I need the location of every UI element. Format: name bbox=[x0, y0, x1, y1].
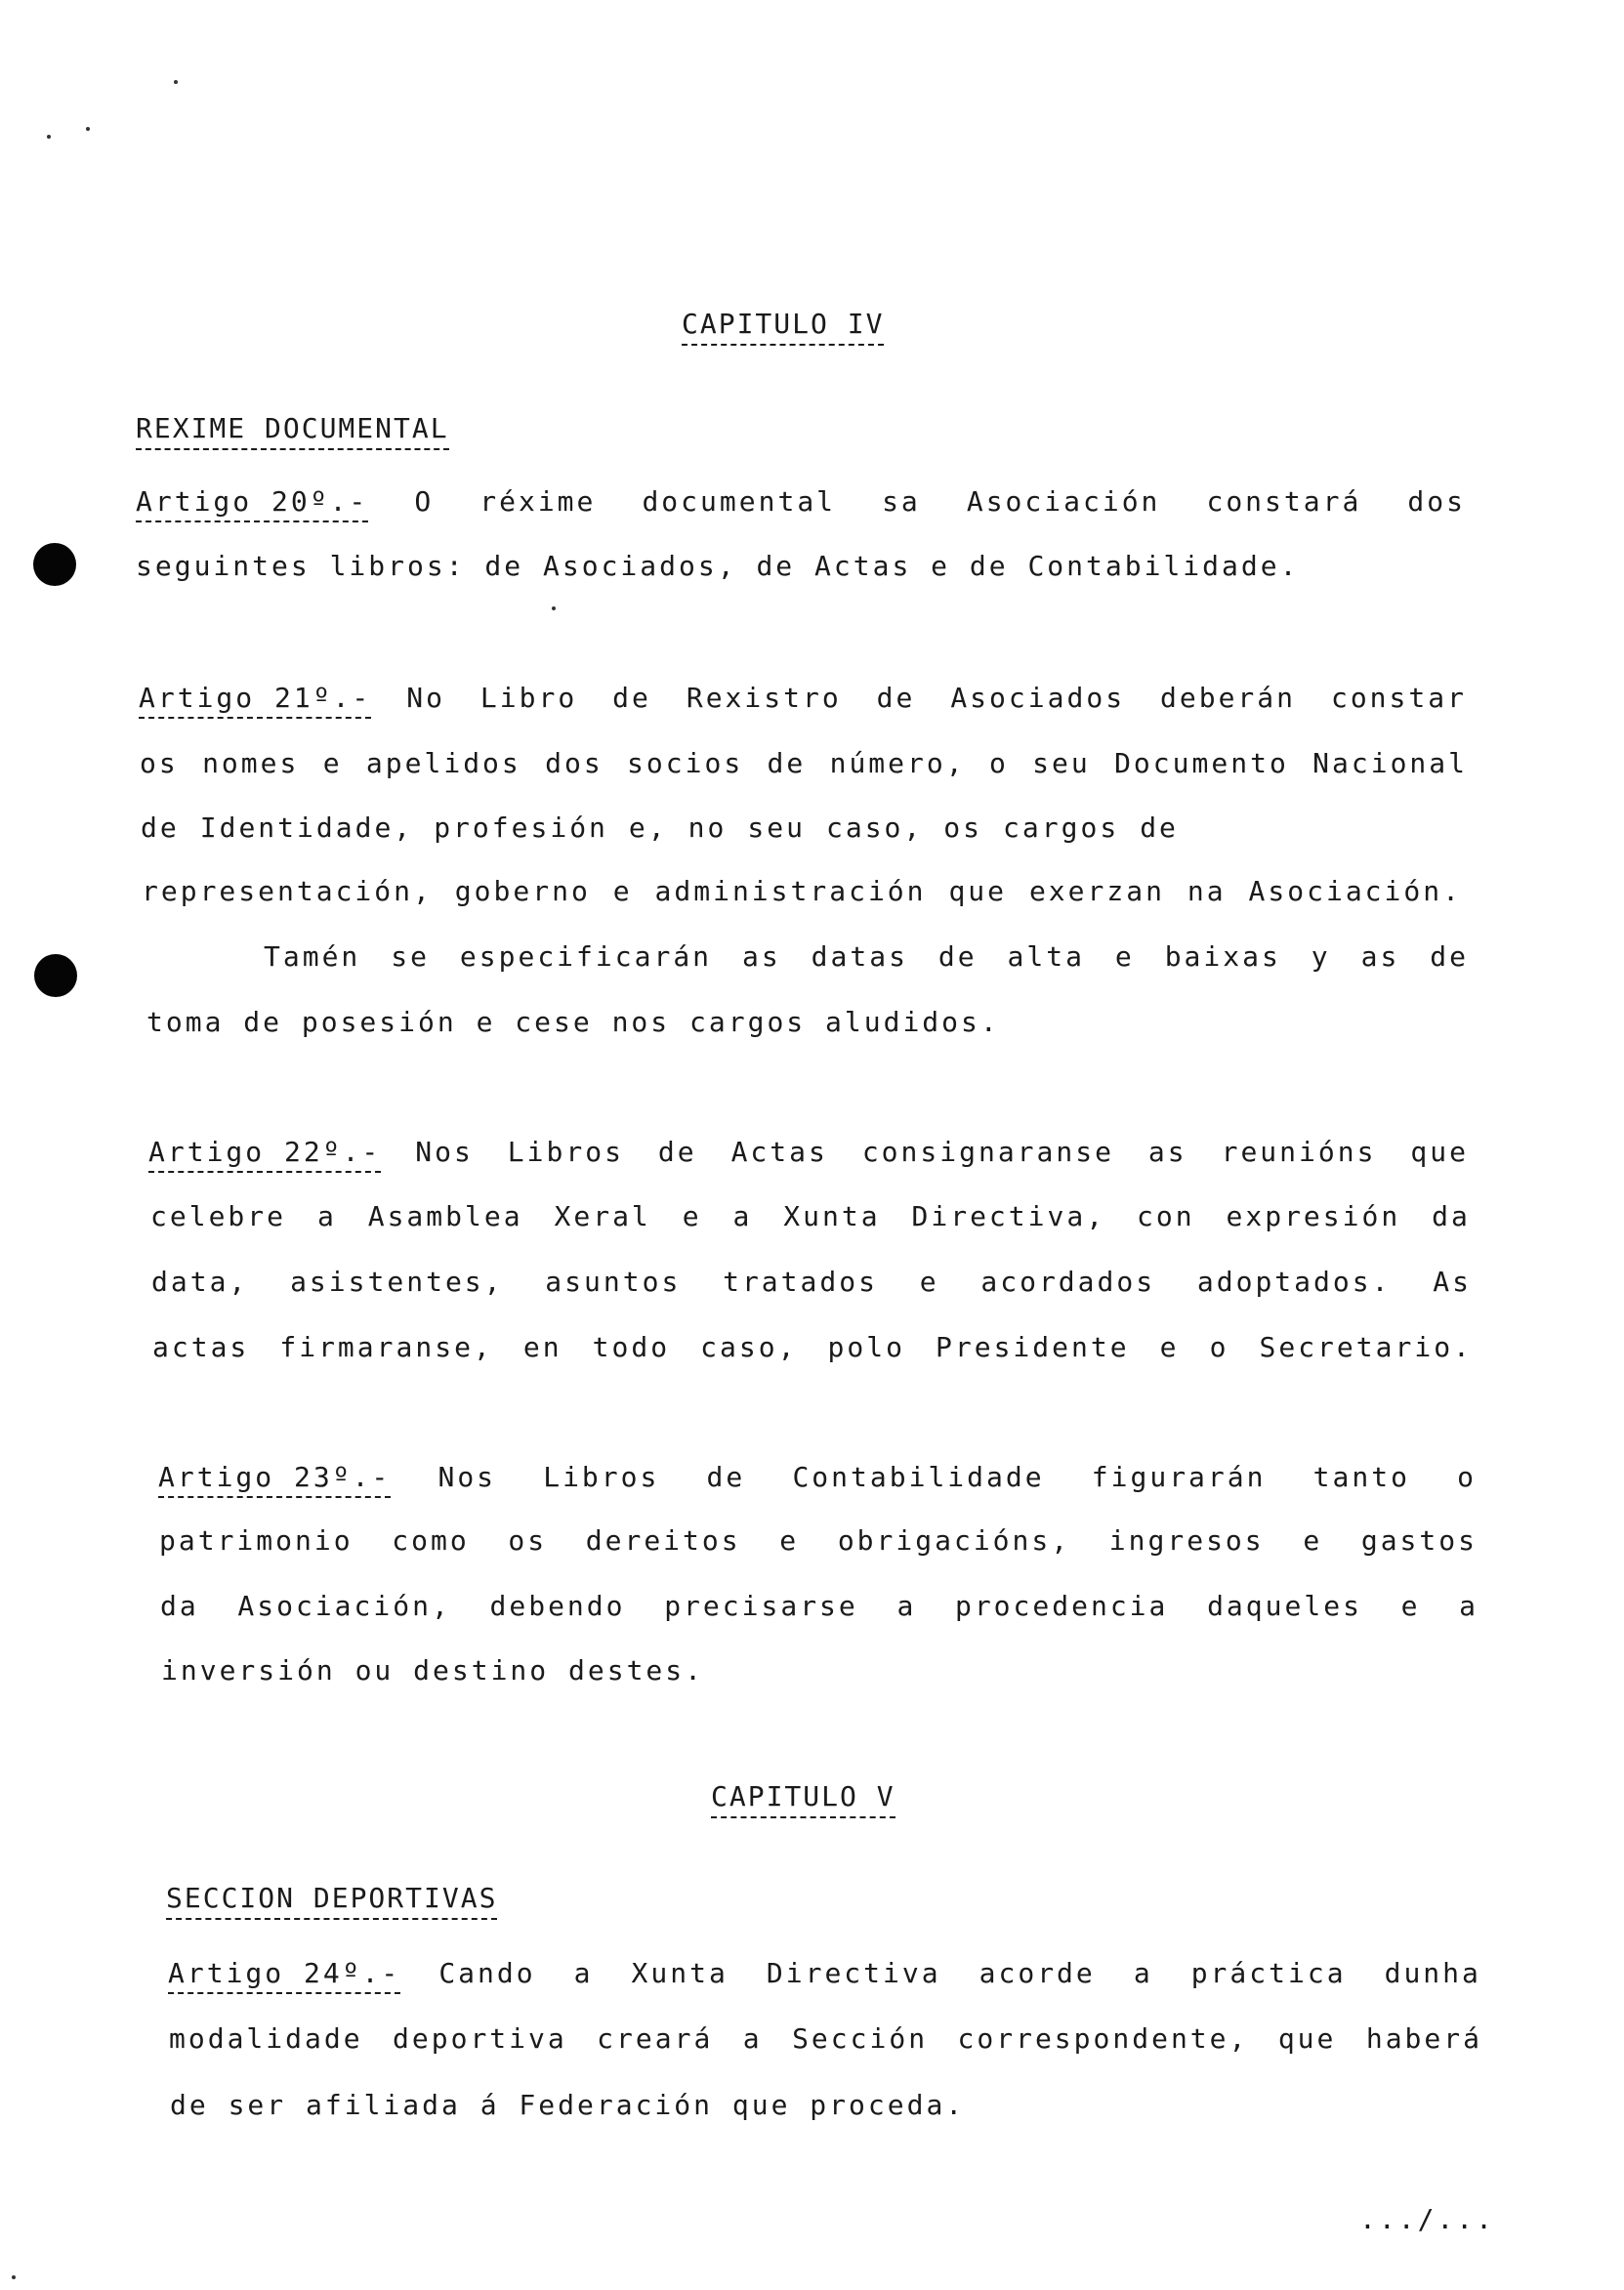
word: cargos bbox=[1003, 812, 1120, 844]
word: As bbox=[1433, 1266, 1472, 1298]
art20-line-2: seguintes libros: de Asociados, de Actas e de Contabilidade. bbox=[136, 550, 1300, 582]
word: correspondente, bbox=[957, 2022, 1249, 2055]
word: o bbox=[1209, 1331, 1229, 1363]
art22-line-4 bbox=[152, 1330, 1473, 1365]
section-title-sports-sections: SECCION DEPORTIVAS bbox=[166, 1881, 497, 1920]
punch-hole-bottom bbox=[34, 954, 77, 997]
word: acorde bbox=[979, 1957, 1096, 1989]
word: dos bbox=[1407, 485, 1466, 518]
word: representación, bbox=[142, 875, 433, 907]
word: creará bbox=[597, 2022, 714, 2055]
word: Directiva, bbox=[911, 1200, 1106, 1232]
word: os bbox=[943, 812, 983, 844]
word: O bbox=[414, 485, 435, 518]
art21-line-2 bbox=[140, 746, 1468, 781]
word: se bbox=[391, 940, 430, 973]
word: Cando bbox=[438, 1957, 536, 1989]
article-20-label: Artigo 20º.- bbox=[136, 484, 368, 522]
word: caso, bbox=[825, 812, 924, 844]
word: Xunta bbox=[631, 1957, 729, 1989]
word: constar bbox=[1330, 682, 1467, 714]
word: daqueles bbox=[1207, 1590, 1362, 1622]
word: modalidade bbox=[169, 2022, 363, 2055]
word: e bbox=[1400, 1590, 1421, 1622]
word: Libro bbox=[479, 682, 578, 714]
word: e bbox=[1159, 1331, 1180, 1363]
word: acordados bbox=[980, 1266, 1156, 1298]
word: e, bbox=[628, 812, 668, 844]
word: celebre bbox=[150, 1200, 287, 1232]
word: adoptados. bbox=[1196, 1266, 1392, 1298]
word: os bbox=[140, 747, 179, 779]
word: de bbox=[937, 940, 978, 973]
word: na bbox=[1187, 875, 1227, 907]
art21-line-3 bbox=[141, 811, 1179, 846]
word: Rexistro bbox=[686, 682, 842, 714]
scan-speck bbox=[47, 135, 51, 139]
word: procedencia bbox=[954, 1590, 1169, 1622]
word: debendo bbox=[489, 1590, 626, 1622]
word: que bbox=[1410, 1136, 1469, 1168]
article-21-label: Artigo 21º.- bbox=[139, 681, 371, 719]
article-22-label: Artigo 22º.- bbox=[148, 1135, 381, 1173]
word: Nos bbox=[437, 1461, 497, 1493]
word: Asociación. bbox=[1248, 875, 1462, 907]
word: alta bbox=[1007, 940, 1085, 973]
word: Documento bbox=[1114, 747, 1289, 779]
word: nomes bbox=[202, 747, 300, 779]
section-title-document-regime: REXIME DOCUMENTAL bbox=[136, 411, 449, 450]
word: baixas bbox=[1164, 940, 1281, 973]
word: datas bbox=[811, 940, 908, 973]
word: a bbox=[316, 1200, 337, 1232]
word: dunha bbox=[1384, 1957, 1481, 1989]
word: firmaranse, bbox=[279, 1331, 493, 1363]
word: que bbox=[948, 875, 1008, 907]
chapter-5-title: CAPITULO V bbox=[711, 1779, 895, 1818]
word: de bbox=[141, 812, 180, 844]
word: de bbox=[1140, 812, 1179, 844]
word: constará bbox=[1206, 485, 1362, 518]
word: especificarán bbox=[459, 940, 713, 973]
word: Actas bbox=[730, 1136, 828, 1168]
word: Contabilidade bbox=[792, 1461, 1045, 1493]
art23-line-2 bbox=[159, 1523, 1478, 1559]
word: caso, bbox=[700, 1331, 798, 1363]
word: e bbox=[779, 1524, 800, 1557]
word: gastos bbox=[1360, 1524, 1478, 1557]
art23-line-3 bbox=[160, 1589, 1478, 1624]
word: precisarse bbox=[664, 1590, 858, 1622]
art24-line-1 bbox=[168, 1956, 1481, 1994]
word: e bbox=[919, 1266, 939, 1298]
word: No bbox=[406, 682, 445, 714]
word: práctica bbox=[1190, 1957, 1347, 1989]
word: haberá bbox=[1365, 2022, 1482, 2055]
word: de bbox=[706, 1461, 746, 1493]
art21-line-4 bbox=[142, 874, 1462, 909]
word: Secretario. bbox=[1259, 1331, 1473, 1363]
word: Asociados bbox=[950, 682, 1126, 714]
word: tratados bbox=[723, 1266, 878, 1298]
word: seu bbox=[747, 812, 806, 844]
word: as bbox=[1360, 940, 1400, 973]
word: documental bbox=[642, 485, 837, 518]
word: e bbox=[1114, 940, 1135, 973]
word: en bbox=[522, 1331, 562, 1363]
word: Presidente bbox=[936, 1331, 1130, 1363]
word: deberán bbox=[1160, 682, 1297, 714]
word: Xunta bbox=[783, 1200, 881, 1232]
word: no bbox=[687, 812, 728, 844]
word: deportiva bbox=[393, 2022, 567, 2055]
word: tanto bbox=[1312, 1461, 1410, 1493]
word: a bbox=[1459, 1590, 1478, 1622]
word: de bbox=[612, 682, 651, 714]
word: a bbox=[896, 1590, 917, 1622]
word: a bbox=[1133, 1957, 1153, 1989]
article-24-label: Artigo 24º.- bbox=[168, 1956, 400, 1994]
word: réxime bbox=[479, 485, 597, 518]
word: administración bbox=[654, 875, 927, 907]
word: de bbox=[1430, 940, 1469, 973]
word: a bbox=[732, 1200, 753, 1232]
word: data, bbox=[151, 1266, 249, 1298]
word: asistentes, bbox=[290, 1266, 504, 1298]
word: y bbox=[1311, 940, 1331, 973]
word: Asamblea bbox=[367, 1200, 523, 1232]
art22-line-1 bbox=[148, 1135, 1469, 1173]
scan-speck bbox=[86, 127, 90, 131]
word: os bbox=[508, 1524, 548, 1557]
word: todo bbox=[592, 1331, 671, 1363]
word: as bbox=[1147, 1136, 1187, 1168]
word: goberno bbox=[454, 875, 591, 907]
word: o bbox=[1457, 1461, 1477, 1493]
word: da bbox=[1432, 1200, 1471, 1232]
word: exerzan bbox=[1028, 875, 1165, 907]
word: como bbox=[392, 1524, 470, 1557]
art20-line-1 bbox=[136, 484, 1466, 522]
art21-line-1 bbox=[139, 681, 1467, 719]
word: de bbox=[876, 682, 916, 714]
word: Nacional bbox=[1312, 747, 1468, 779]
punch-hole-top bbox=[33, 543, 76, 586]
scan-speck bbox=[174, 80, 178, 84]
art21-line-5 bbox=[264, 939, 1469, 975]
art23-line-1 bbox=[158, 1460, 1477, 1498]
word: Asociación, bbox=[237, 1590, 451, 1622]
word: profesión bbox=[434, 812, 608, 844]
scan-speck bbox=[12, 2275, 16, 2279]
art22-line-2 bbox=[150, 1199, 1471, 1234]
page-continuation-marker: .../... bbox=[1359, 2203, 1496, 2235]
word: e bbox=[682, 1200, 702, 1232]
word: seu bbox=[1032, 747, 1091, 779]
word: polo bbox=[827, 1331, 905, 1363]
word: Asociación bbox=[966, 485, 1161, 518]
word: Libros bbox=[507, 1136, 624, 1168]
word: Nos bbox=[415, 1136, 474, 1168]
word: actas bbox=[152, 1331, 250, 1363]
art23-line-4: inversión ou destino destes. bbox=[161, 1654, 705, 1686]
word: de bbox=[657, 1136, 697, 1168]
word: dereitos bbox=[585, 1524, 741, 1557]
word: Directiva bbox=[766, 1957, 941, 1989]
word: socios bbox=[627, 747, 744, 779]
word: expresión bbox=[1226, 1200, 1401, 1232]
word: Tamén bbox=[264, 940, 361, 973]
word: reunións bbox=[1221, 1136, 1377, 1168]
article-23-label: Artigo 23º.- bbox=[158, 1460, 391, 1498]
word: que bbox=[1277, 2022, 1337, 2055]
word: número, bbox=[829, 747, 966, 779]
word: Xeral bbox=[554, 1200, 651, 1232]
word: Sección bbox=[792, 2022, 929, 2055]
word: Libros bbox=[543, 1461, 660, 1493]
word: obrigacións, bbox=[837, 1524, 1071, 1557]
word: de bbox=[767, 747, 807, 779]
art24-line-2 bbox=[169, 2021, 1482, 2057]
art22-line-3 bbox=[151, 1265, 1472, 1300]
word: asuntos bbox=[545, 1266, 682, 1298]
word: e bbox=[322, 747, 343, 779]
word: apelidos bbox=[365, 747, 521, 779]
word: e bbox=[1303, 1524, 1323, 1557]
word: a bbox=[742, 2022, 763, 2055]
word: con bbox=[1137, 1200, 1195, 1232]
chapter-4-title: CAPITULO IV bbox=[682, 307, 884, 346]
art21-line-6: toma de posesión e cese nos cargos aludidos. bbox=[146, 1006, 1000, 1038]
word: as bbox=[741, 940, 781, 973]
word: a bbox=[573, 1957, 594, 1989]
scan-speck bbox=[552, 606, 556, 610]
word: patrimonio bbox=[159, 1524, 354, 1557]
word: da bbox=[160, 1590, 199, 1622]
art24-line-3: de ser afiliada á Federación que proceda. bbox=[170, 2089, 966, 2121]
word: consignaranse bbox=[861, 1136, 1114, 1168]
word: e bbox=[612, 875, 633, 907]
word: Identidade, bbox=[199, 812, 414, 844]
word: figurarán bbox=[1091, 1461, 1267, 1493]
word: o bbox=[988, 747, 1009, 779]
word: dos bbox=[545, 747, 604, 779]
word: sa bbox=[882, 485, 921, 518]
word: ingresos bbox=[1108, 1524, 1265, 1557]
